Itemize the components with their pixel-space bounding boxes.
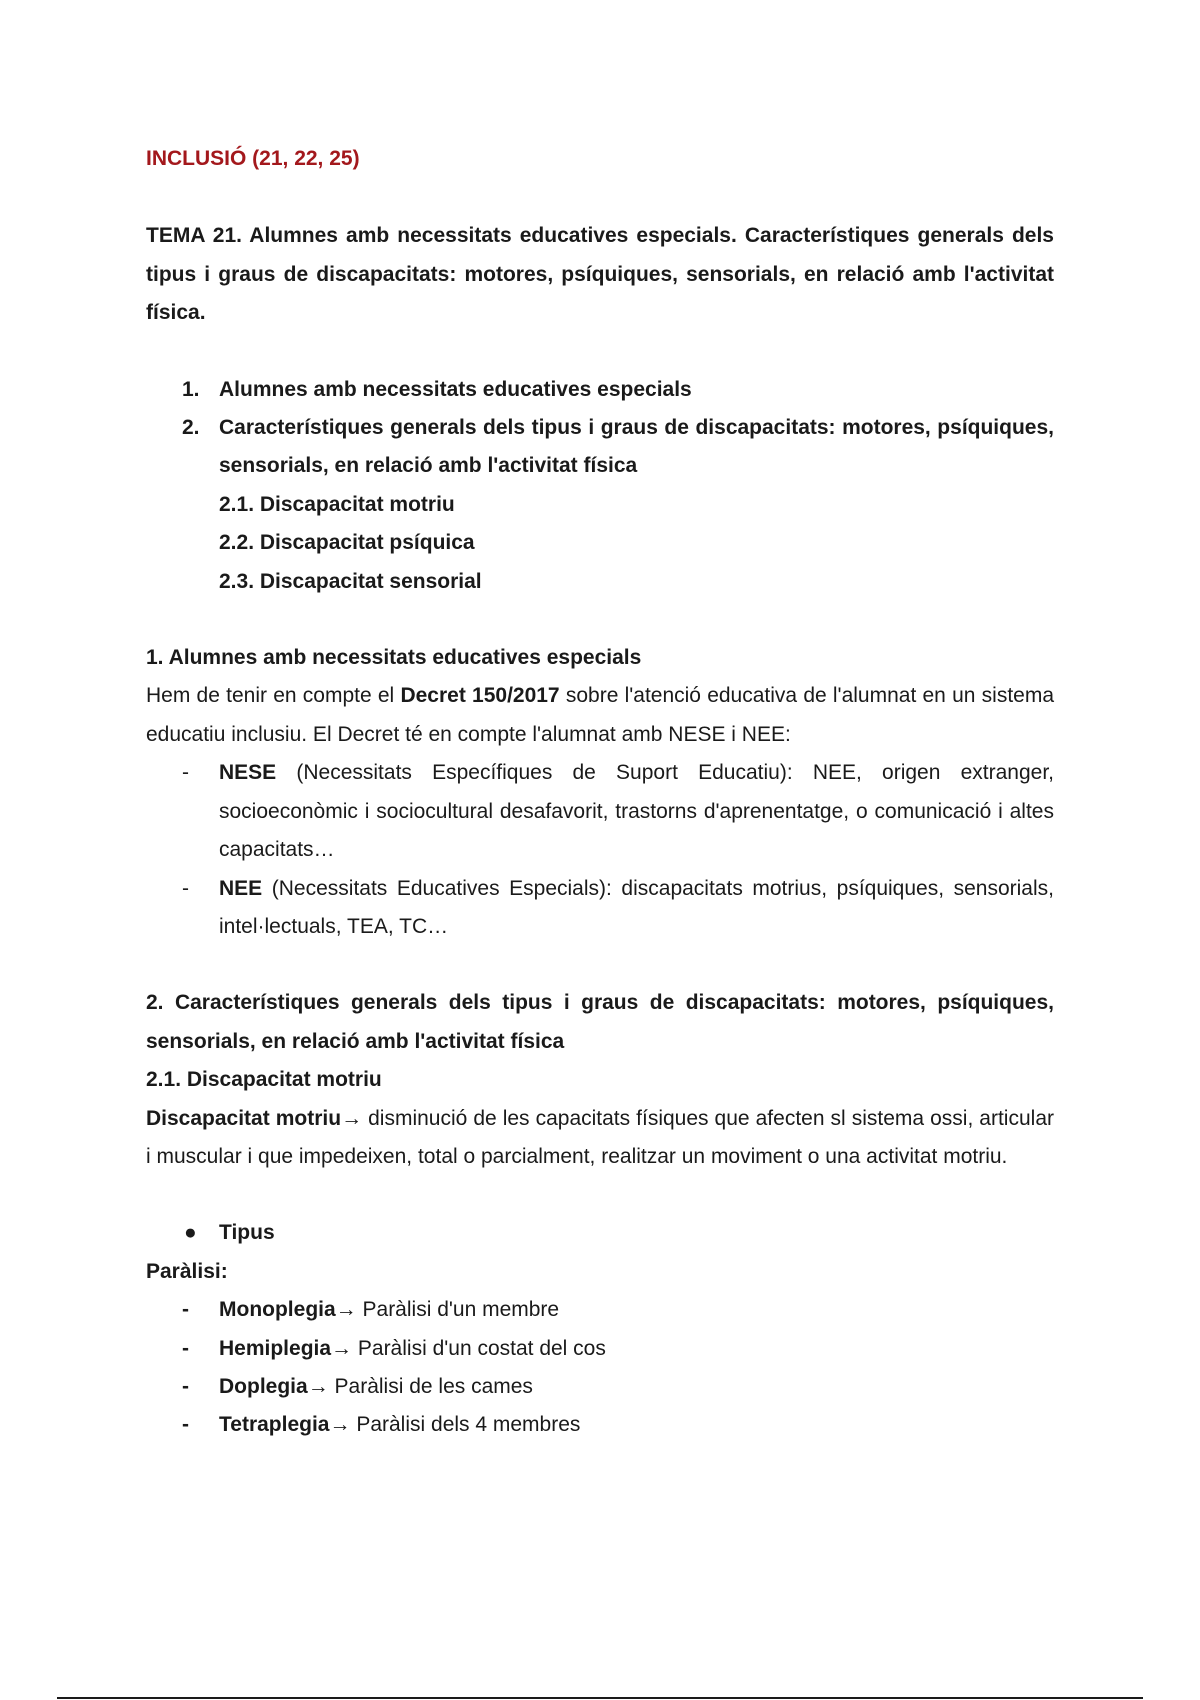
list-item-text: Paràlisi de les cames bbox=[328, 1374, 533, 1398]
arrow-icon: → bbox=[335, 1298, 357, 1322]
bullet-icon: ● bbox=[184, 1221, 197, 1245]
list-item-text: (Necessitats Específiques de Suport Educatiu): NEE, origen extranger, socioeconòmic i sociocultural desafavorit, trastorns d'aprenentatge, o comunicació i altes capacitats… bbox=[219, 761, 1054, 862]
nese-nee-list bbox=[146, 754, 1054, 946]
section-1 bbox=[146, 639, 1054, 946]
dash-marker: - bbox=[182, 1336, 189, 1360]
dash-marker: - bbox=[182, 761, 189, 785]
definition-paragraph bbox=[146, 1100, 1054, 1177]
toc-item bbox=[146, 409, 1054, 486]
toc-item-text: Alumnes amb necessitats educatives especials bbox=[219, 377, 692, 401]
list-item-text: Paràlisi d'un costat del cos bbox=[352, 1336, 606, 1360]
dash-marker: - bbox=[182, 876, 189, 900]
toc-item-text: Característiques generals dels tipus i graus de discapacitats: motores, psíquiques, sensorials, en relació amb l'activitat física bbox=[219, 416, 1054, 478]
toc-subitem: 2.2. Discapacitat psíquica bbox=[219, 531, 475, 555]
toc-item-number: 1. bbox=[182, 377, 200, 401]
list-item-text: Paràlisi d'un membre bbox=[356, 1298, 560, 1322]
definition-term: Discapacitat motriu bbox=[146, 1106, 342, 1130]
paralisi-list bbox=[146, 1291, 1054, 1445]
arrow-icon: → bbox=[331, 1336, 353, 1360]
bullet-item-tipus bbox=[146, 1214, 1054, 1252]
arrow-icon: → bbox=[307, 1374, 329, 1398]
list-item-text: Paràlisi dels 4 membres bbox=[350, 1413, 581, 1437]
section-1-paragraph bbox=[146, 677, 1054, 754]
list-item-term: NEE bbox=[219, 876, 263, 900]
list-item bbox=[146, 1330, 1054, 1368]
list-item-term: Monoplegia bbox=[219, 1298, 336, 1322]
list-item bbox=[146, 1406, 1054, 1444]
dash-marker: - bbox=[182, 1374, 189, 1398]
tema-heading: TEMA 21. Alumnes amb necessitats educatives especials. Característiques generals dels tipus i graus de discapacitats: motores, psíquiques, sensorials, en relació amb l'activitat física. bbox=[146, 224, 1054, 325]
definition-text: disminució de les capacitats físiques que afecten sl sistema ossi, articular i muscular i que impedeixen, total o parcialment, realitzar un moviment o una activitat motriu. bbox=[146, 1106, 1054, 1168]
list-item bbox=[146, 870, 1054, 947]
paragraph-text: Hem de tenir en compte el bbox=[146, 684, 401, 708]
section-2 bbox=[146, 984, 1054, 1444]
list-item bbox=[146, 1368, 1054, 1406]
toc-subitem: 2.3. Discapacitat sensorial bbox=[219, 569, 482, 593]
list-item-text: (Necessitats Educatives Especials): discapacitats motrius, psíquiques, sensorials, intel·lectuals, TEA, TC… bbox=[219, 876, 1054, 938]
paragraph-text: sobre l'atenció educativa de l'alumnat en un sistema educatiu inclusiu. El Decret té en compte l'alumnat amb NESE i NEE: bbox=[146, 684, 1055, 746]
bullet-text: Tipus bbox=[219, 1221, 275, 1245]
arrow-icon: → bbox=[329, 1413, 351, 1437]
toc-subitem: 2.1. Discapacitat motriu bbox=[219, 492, 455, 516]
list-item-term: Doplegia bbox=[219, 1374, 308, 1398]
table-of-contents bbox=[146, 371, 1054, 601]
section-1-heading: 1. Alumnes amb necessitats educatives especials bbox=[146, 646, 642, 670]
list-item bbox=[146, 1291, 1054, 1329]
page-bottom-divider bbox=[57, 1697, 1143, 1699]
arrow-icon: → bbox=[341, 1106, 363, 1130]
document-title: INCLUSIÓ (21, 22, 25) bbox=[146, 147, 360, 170]
document-page bbox=[146, 140, 1054, 1445]
paralisi-label: Paràlisi: bbox=[146, 1259, 228, 1283]
dash-marker: - bbox=[182, 1413, 189, 1437]
dash-marker: - bbox=[182, 1298, 189, 1322]
toc-item bbox=[146, 371, 1054, 409]
decret-reference: Decret 150/2017 bbox=[400, 684, 560, 708]
list-item-term: NESE bbox=[219, 761, 277, 785]
list-item-term: Tetraplegia bbox=[219, 1413, 330, 1437]
section-2-heading: 2. Característiques generals dels tipus i graus de discapacitats: motores, psíquiques, sensorials, en relació amb l'activitat física bbox=[146, 991, 1054, 1053]
section-2-subheading: 2.1. Discapacitat motriu bbox=[146, 1068, 382, 1092]
list-item bbox=[146, 754, 1054, 869]
list-item-term: Hemiplegia bbox=[219, 1336, 332, 1360]
toc-item-number: 2. bbox=[182, 416, 200, 440]
